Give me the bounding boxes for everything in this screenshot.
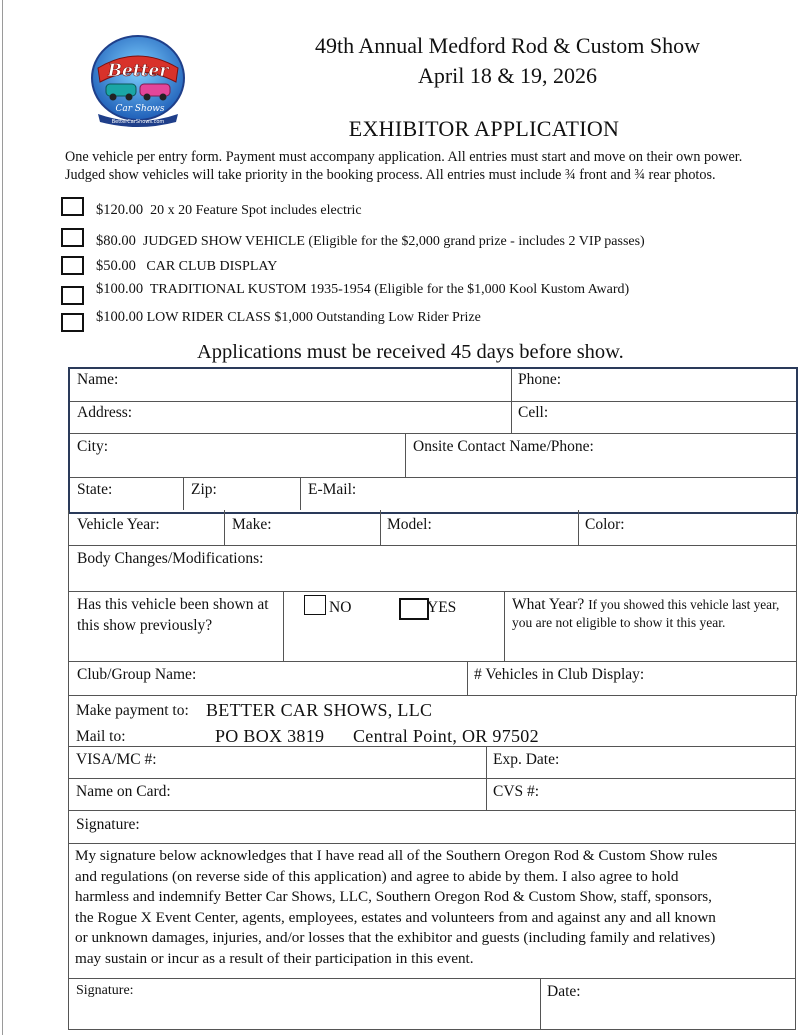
option-feature-spot <box>96 202 362 219</box>
exp-date-field[interactable]: Exp. Date: <box>493 751 560 768</box>
waiver-line: or unknown damages, injuries, and/or losses that the exhibitor and guests (including family and relatives) <box>75 929 716 946</box>
shown-yes-checkbox[interactable] <box>399 598 429 620</box>
option-judged <box>96 233 645 250</box>
waiver-line: My signature below acknowledges that I have read all of the Southern Oregon Rod & Custom Show rules <box>75 847 718 864</box>
show-dates: April 18 & 19, 2026 <box>417 63 598 88</box>
option-judged-checkbox[interactable] <box>61 228 84 247</box>
phone-field[interactable]: Phone: <box>518 371 562 388</box>
shown-no-label: NO <box>329 599 352 616</box>
what-year-field[interactable] <box>512 596 779 614</box>
deadline-notice: Applications must be received 45 days before show. <box>197 341 624 363</box>
waiver-date-field[interactable]: Date: <box>547 983 581 1000</box>
shown-no-checkbox[interactable] <box>304 595 326 615</box>
show-title: 49th Annual Medford Rod & Custom Show <box>314 33 700 58</box>
model-field[interactable]: Model: <box>387 516 432 533</box>
intro-text <box>65 148 805 184</box>
shown-yes-label: YES <box>427 599 457 616</box>
make-field[interactable]: Make: <box>232 516 272 533</box>
po-box: PO BOX 3819 <box>215 726 325 746</box>
waiver-line: may sustain or incur as a result of their participation in this event. <box>75 949 474 967</box>
option-feature-spot-checkbox[interactable] <box>61 197 84 216</box>
option-desc: CAR CLUB DISPLAY <box>146 259 278 274</box>
option-club-display <box>96 258 277 275</box>
option-amount: $50.00 <box>96 258 136 274</box>
shown-question-line-1: Has this vehicle been shown at <box>77 596 269 613</box>
option-desc: LOW RIDER CLASS $1,000 Outstanding Low Rider Prize <box>146 310 481 325</box>
make-payment-label: Make payment to: <box>76 702 189 719</box>
club-name-field[interactable]: Club/Group Name: <box>77 666 197 683</box>
option-low-rider-checkbox[interactable] <box>61 313 84 332</box>
waiver-line: and regulations (on reverse side of this application) and agree to abide by them. I also agree to hold <box>75 867 679 885</box>
option-low-rider <box>96 309 481 326</box>
page-title: EXHIBITOR APPLICATION <box>348 116 620 141</box>
option-club-display-checkbox[interactable] <box>61 256 84 275</box>
vehicle-year-field[interactable]: Vehicle Year: <box>77 516 160 533</box>
option-desc: TRADITIONAL KUSTOM 1935-1954 (Eligible for the $1,000 Kool Kustom Award) <box>149 282 630 297</box>
liability-waiver <box>75 846 800 969</box>
address-field[interactable]: Address: <box>77 404 133 421</box>
intro-line-1: One vehicle per entry form. Payment must accompany application. All entries must start and move on their own power. <box>65 149 743 165</box>
email-field[interactable]: E-Mail: <box>308 481 357 498</box>
payee: BETTER CAR SHOWS, LLC <box>206 700 433 720</box>
page-edge <box>2 0 3 1035</box>
option-kustom <box>96 281 629 298</box>
what-year-note-2: you are not eligible to show it this year. <box>512 615 726 630</box>
what-year-note: If you showed this vehicle last year, <box>588 597 780 612</box>
cvs-field[interactable]: CVS #: <box>493 783 540 800</box>
shown-question-line-2: this show previously? <box>77 617 213 634</box>
state-field[interactable]: State: <box>77 481 113 498</box>
card-signature-field[interactable]: Signature: <box>76 816 140 833</box>
name-on-card-field[interactable]: Name on Card: <box>76 783 171 800</box>
option-kustom-checkbox[interactable] <box>61 286 84 305</box>
name-field[interactable]: Name: <box>77 371 119 388</box>
option-desc: 20 x 20 Feature Spot includes electric <box>150 203 362 218</box>
intro-line-2: Judged show vehicles will take priority in the booking process. All entries must include ¾ front and ¾ rear photos. <box>65 167 716 183</box>
better-car-shows-logo <box>88 32 188 130</box>
onsite-contact-field[interactable]: Onsite Contact Name/Phone: <box>413 438 594 455</box>
visa-mc-field[interactable]: VISA/MC #: <box>76 751 157 768</box>
option-amount: $100.00 <box>96 309 144 325</box>
cell-field[interactable]: Cell: <box>518 404 549 421</box>
zip-field[interactable]: Zip: <box>191 481 217 498</box>
option-amount: $100.00 <box>96 281 144 297</box>
waiver-signature-field[interactable]: Signature: <box>76 983 134 998</box>
option-desc: JUDGED SHOW VEHICLE (Eligible for the $2,000 grand prize - includes 2 VIP passes) <box>142 234 645 249</box>
logo-text: Better <box>107 61 169 81</box>
club-vehicle-count-field[interactable]: # Vehicles in Club Display: <box>474 666 645 683</box>
waiver-line: the Rogue X Event Center, agents, employees, estates and volunteers from and against any and all known <box>75 908 716 926</box>
city-field[interactable]: City: <box>77 438 109 455</box>
color-field[interactable]: Color: <box>585 516 625 533</box>
logo-subtext: Car Shows <box>115 104 165 114</box>
what-year-label: What Year? <box>512 596 585 613</box>
mail-to-label: Mail to: <box>76 728 126 745</box>
option-amount: $120.00 <box>96 202 144 218</box>
waiver-line: harmless and indemnify Better Car Shows, LLC, Southern Oregon Rod & Custom Show, staff, sponsors, <box>75 888 712 905</box>
body-changes-field[interactable]: Body Changes/Modifications: <box>77 550 264 567</box>
logo-url: BetterCarShows.com <box>111 119 165 125</box>
option-amount: $80.00 <box>96 233 136 249</box>
mail-city-state: Central Point, OR 97502 <box>353 726 539 746</box>
